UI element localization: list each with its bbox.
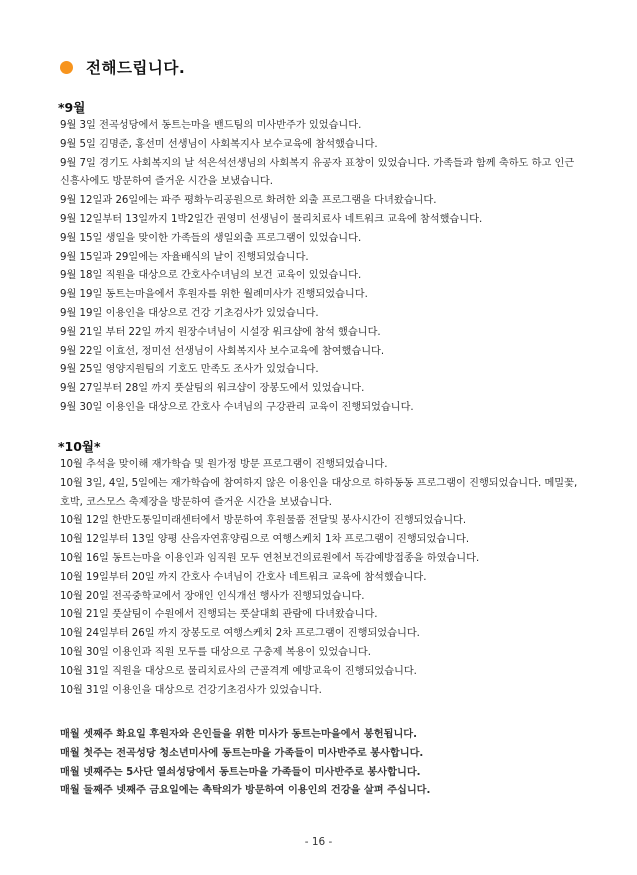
list-item: 9월 25일 영양지원팀의 기호도 만족도 조사가 있었습니다. [60,364,319,376]
notice-item: 매월 둘째주 넷째주 금요일에는 촉탁의가 방문하여 이용인의 건강을 살펴 주십니다. [60,785,431,797]
list-item: 9월 21일 부터 22일 까지 원장수녀님이 시설장 워크샵에 참석 했습니다. [60,326,381,338]
list-item: 9월 12일과 26일에는 파주 평화누리공원으로 화려한 외출 프로그램을 다녀왔습니다. [60,195,437,207]
list-item: 9월 12일부터 13일까지 1박2일간 권영미 선생님이 물리치료사 네트워크 교육에 참석했습니다. [60,213,483,225]
list-item: 10월 30일 이용인과 직원 모두를 대상으로 구충제 복용이 있었습니다. [60,646,371,658]
list-item: 10월 24일부터 26일 까지 장봉도로 여행스케치 2차 프로그램이 진행되었습니다. [60,628,420,640]
list-item: 10월 20일 전곡중학교에서 장애인 인식개선 행사가 진행되었습니다. [60,590,365,602]
list-item: 9월 7일 경기도 사회복지의 날 석은석선생님의 사회복지 유공자 표창이 있었습니다. 가족들과 함께 축하도 하고 인근 신흥사에도 방문하여 즐거운 시간을 보냈습니다. [60,157,575,188]
october-list [60,456,580,700]
list-item: 9월 30일 이용인을 대상으로 간호사 수녀님의 구강관리 교육이 진행되었습니다. [60,401,414,413]
list-item: 10월 31일 직원을 대상으로 물리치료사의 근골격계 예방교육이 진행되었습니다. [60,665,417,677]
list-item: 10월 16일 동트는마을 이용인과 임직원 모두 연천보건의료원에서 독감예방접종을 하였습니다. [60,552,480,564]
list-item: 10월 19일부터 20일 까지 간호사 수녀님이 간호사 네트워크 교육에 참석했습니다. [60,571,427,583]
notice-item: 매월 넷째주는 5사단 열쇠성당에서 동트는마을 가족들이 미사반주로 봉사합니다. [60,766,421,778]
page-number: - 16 - [304,836,333,848]
list-item: 9월 5일 김명준, 홍선미 선생님이 사회복지사 보수교육에 참석했습니다. [60,138,378,150]
list-item: 10월 추석을 맞이해 재가학습 및 원가정 방문 프로그램이 진행되었습니다. [60,459,388,470]
september-heading: *9월 [58,100,86,115]
orange-bullet-icon [60,61,73,74]
notice-item: 매월 셋째주 화요일 후원자와 은인들을 위한 미사가 동트는마을에서 봉헌됩니다. [60,729,417,740]
list-item: 9월 15일과 29일에는 자율배식의 날이 진행되었습니다. [60,251,309,263]
list-item: 9월 19일 이용인을 대상으로 건강 기초검사가 있었습니다. [60,307,319,319]
notice-item: 매월 첫주는 전곡성당 청소년미사에 동트는마을 가족들이 미사반주로 봉사합니다. [60,747,424,759]
list-item: 9월 15일 생일을 맞이한 가족들의 생일외출 프로그램이 있었습니다. [60,232,362,244]
list-item: 10월 21일 풋살팀이 수원에서 진행되는 풋살대회 관람에 다녀왔습니다. [60,609,378,621]
list-item: 10월 12일 한반도통일미래센터에서 방문하여 후원물품 전달및 봉사시간이 진행되었습니다. [60,515,467,527]
page-title: 전해드립니다. [86,59,186,77]
list-item: 9월 3일 전곡성당에서 동트는마을 밴드팀의 미사반주가 있었습니다. [60,120,362,131]
list-item: 9월 19일 동트는마을에서 후원자를 위한 월례미사가 진행되었습니다. [60,289,368,301]
monthly-notices [60,726,580,801]
september-list [60,117,580,418]
list-item: 9월 27일부터 28일 까지 풋살팀의 워크샵이 장봉도에서 있었습니다. [60,383,365,395]
list-item: 10월 31일 이용인을 대상으로 건강기초검사가 있었습니다. [60,684,322,696]
section-header [60,55,185,79]
october-heading: *10월* [58,439,101,454]
list-item: 10월 12일부터 13일 양평 산음자연휴양림으로 여행스케치 1차 프로그램이 진행되었습니다. [60,534,470,546]
list-item: 9월 22일 이효선, 정미선 선생님이 사회복지사 보수교육에 참여했습니다. [60,345,385,357]
list-item: 10월 3일, 4일, 5일에는 재가학습에 참여하지 않은 이용인을 대상으로 하하동동 프로그램이 진행되었습니다. 메밀꽃, 호박, 코스모스 축제장을 방문하여 즐거운 시간을 보냈습니다. [60,477,578,508]
list-item: 9월 18일 직원을 대상으로 간호사수녀님의 보건 교육이 있었습니다. [60,270,362,282]
